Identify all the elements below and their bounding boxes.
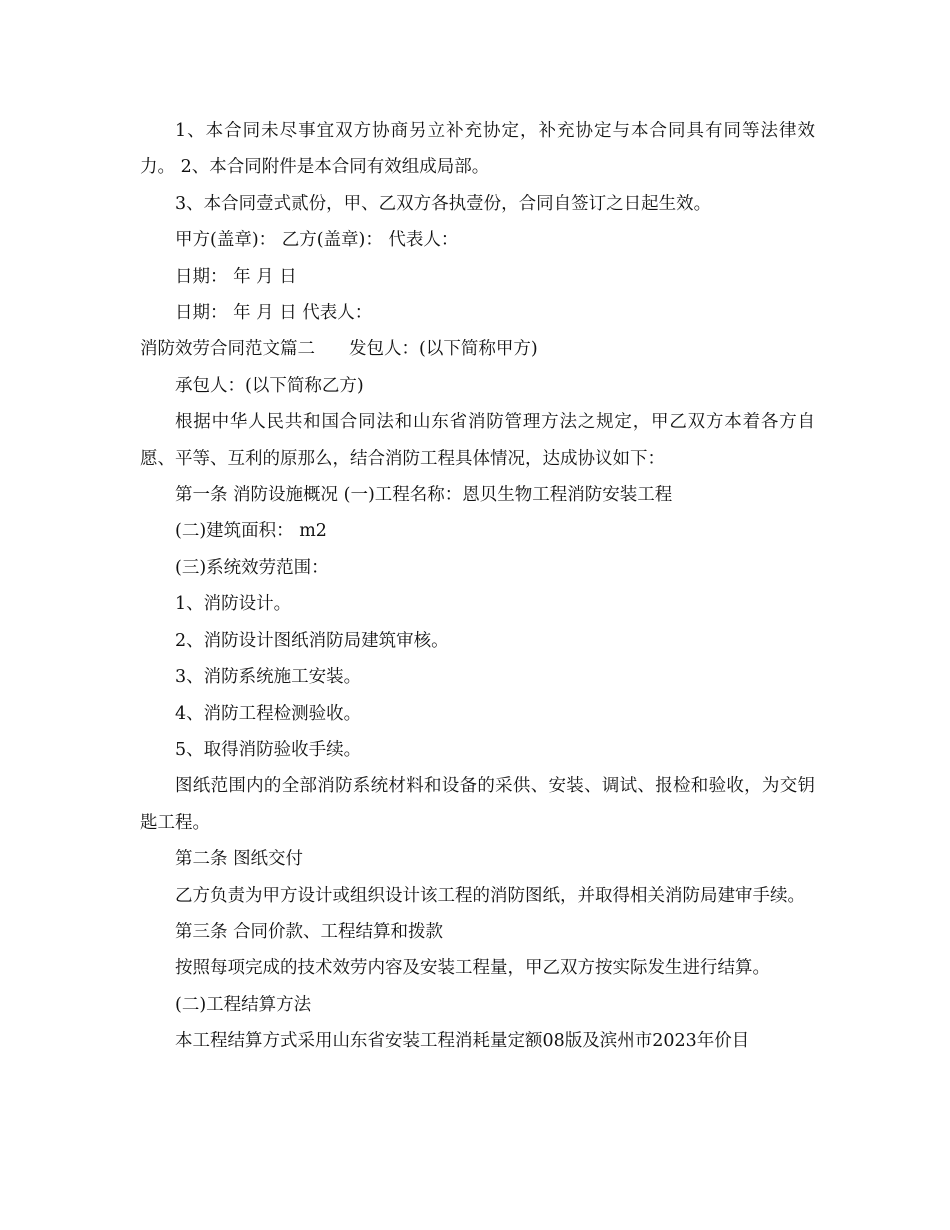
section-title-rest: 发包人：(以下简称甲方) [349,339,538,360]
paragraph-settlement: 按照每项完成的技术效劳内容及安装工程量，甲乙双方按实际发生进行结算。 [175,958,770,979]
section-heading-line [140,331,815,367]
list-item-4: 4、消防工程检测验收。 [175,703,362,724]
section-title: 消防效劳合同范文篇二 [140,339,315,360]
list-item-5: 5、取得消防验收手续。 [175,739,362,760]
paragraph-turnkey: 图纸范围内的全部消防系统材料和设备的采供、安装、调试、报检和验收，为交钥匙工程。 [140,776,815,833]
paragraph-date-1: 日期： 年 月 日 [175,266,297,287]
paragraph-drawings: 乙方负责为甲方设计或组织设计该工程的消防图纸，并取得相关消防局建审手续。 [175,885,805,906]
list-item-3: 3、消防系统施工安装。 [175,667,362,688]
document-body [140,113,815,1060]
paragraph-article-2: 第二条 图纸交付 [175,849,304,870]
paragraph-signature-parties: 甲方(盖章)： 乙方(盖章)： 代表人： [175,230,459,251]
paragraph-article-1: 第一条 消防设施概况 (一)工程名称：恩贝生物工程消防安装工程 [175,485,673,506]
paragraph-basis: 根据中华人民共和国合同法和山东省消防管理方法之规定，甲乙双方本着各方自愿、平等、互利的原那么，结合消防工程具体情况，达成协议如下： [140,412,815,469]
paragraph-supplement-clause: 1、本合同未尽事宜双方协商另立补充协定，补充协定与本合同具有同等法律效力。 2、本合同附件是本合同有效组成局部。 [140,121,815,178]
paragraph-date-2: 日期： 年 月 日 代表人： [175,303,373,324]
paragraph-copies-clause: 3、本合同壹式贰份，甲、乙双方各执壹份，合同自签订之日起生效。 [175,193,712,214]
paragraph-settlement-method: (二)工程结算方法 [175,994,312,1015]
paragraph-service-scope: (三)系统效劳范围： [175,557,329,578]
paragraph-contractor: 承包人：(以下简称乙方) [175,375,364,396]
paragraph-settlement-basis: 本工程结算方式采用山东省安装工程消耗量定额08版及滨州市2023年价目 [175,1031,750,1052]
paragraph-article-3: 第三条 合同价款、工程结算和拨款 [175,921,444,942]
paragraph-area: (二)建筑面积： m2 [175,521,327,542]
list-item-2: 2、消防设计图纸消防局建筑审核。 [175,630,449,651]
list-item-1: 1、消防设计。 [175,594,292,615]
